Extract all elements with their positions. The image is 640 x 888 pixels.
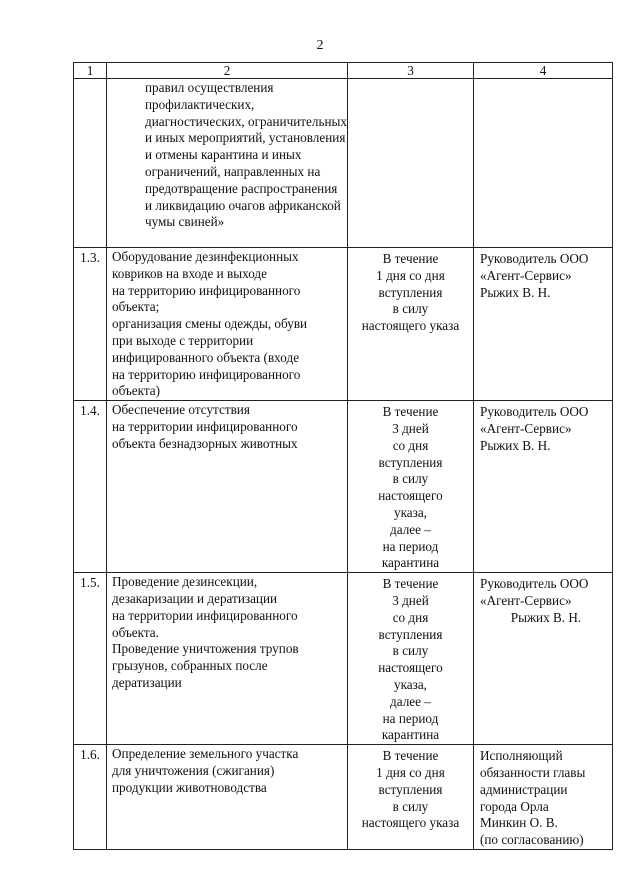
term-line: вступления	[378, 454, 443, 470]
term-line: В течение	[382, 748, 439, 764]
measure-responsible	[473, 401, 612, 573]
responsible-line: Минкин О. В.	[479, 815, 558, 831]
term-line: в силу	[392, 471, 429, 487]
description-line: объекта безнадзорных животных	[112, 435, 298, 451]
description-line: объекта;	[112, 299, 160, 315]
description-line: Проведение дезинсекции,	[112, 574, 258, 590]
description-line: и ликвидацию очагов африканской	[145, 197, 341, 213]
description-line: на территории инфицированного	[112, 607, 298, 623]
responsible-line: «Агент-Сервис»	[479, 592, 572, 608]
description-line: Обеспечение отсутствия	[112, 402, 250, 418]
measure-term	[347, 248, 473, 401]
term-line: далее –	[390, 693, 431, 709]
term-line: в силу	[392, 643, 429, 659]
responsible-line: Рыжих В. Н.	[479, 437, 551, 453]
row-number	[74, 79, 107, 248]
description-line: грызунов, собранных после	[112, 658, 268, 674]
description-line: дезакаризации и дератизации	[112, 590, 278, 606]
description-line: при выходе с территории	[112, 332, 254, 348]
term-line: карантина	[381, 555, 440, 571]
description-line: Проведение уничтожения трупов	[112, 641, 299, 657]
description-line: на территорию инфицированного	[112, 366, 301, 382]
column-header-4: 4	[473, 63, 612, 79]
description-line: правил осуществления	[145, 80, 274, 95]
table-row	[74, 401, 613, 573]
description-line: на территории инфицированного	[112, 418, 298, 434]
term-line: 1 дня со дня	[376, 267, 445, 283]
responsible-line: города Орла	[479, 798, 549, 814]
responsible-line: (по согласованию)	[479, 832, 584, 848]
responsible-line: Руководитель ООО	[479, 576, 589, 592]
term-line: В течение	[382, 404, 439, 420]
description-line: ковриков на входе и выходе	[112, 265, 267, 281]
table-row	[74, 745, 613, 850]
measure-description	[107, 248, 348, 401]
term-line: настоящего указа	[361, 318, 460, 334]
description-line: Оборудование дезинфекционных	[112, 249, 299, 264]
description-line: Определение земельного участка	[112, 746, 299, 762]
term-line: В течение	[382, 251, 439, 266]
description-line: объекта.	[112, 624, 159, 640]
column-header-3: 3	[347, 63, 473, 79]
measure-description	[107, 401, 348, 573]
term-line: на период	[382, 710, 439, 726]
term-line: 3 дней	[392, 592, 429, 608]
term-line: со дня	[392, 437, 429, 453]
description-line: и отмены карантина и иных	[145, 147, 302, 163]
term-line: настоящего	[378, 660, 443, 676]
responsible-line: администрации	[479, 781, 568, 797]
table-row	[74, 248, 613, 401]
measures-table	[73, 62, 613, 850]
measure-term	[347, 573, 473, 745]
measure-responsible	[473, 79, 612, 248]
description-line: продукции животноводства	[112, 779, 267, 795]
description-line: диагностических, ограничительных	[145, 113, 347, 129]
description-line: и иных мероприятий, установления	[145, 130, 346, 146]
term-line: в силу	[392, 798, 429, 814]
row-number: 1.5.	[74, 573, 107, 745]
responsible-line: «Агент-Сервис»	[479, 267, 572, 283]
term-line: карантина	[381, 727, 440, 743]
term-line: настоящего	[378, 488, 443, 504]
term-line: вступления	[378, 781, 443, 797]
description-line: ограничений, направленных на	[145, 163, 321, 179]
table-row	[74, 79, 613, 248]
description-line: предотвращение распространения	[145, 180, 338, 196]
description-line: чумы свиней»	[145, 214, 225, 230]
term-line: 1 дня со дня	[376, 764, 445, 780]
measure-term	[347, 745, 473, 850]
measure-responsible	[473, 745, 612, 850]
description-line: профилактических,	[145, 96, 255, 112]
term-line: указа,	[393, 676, 427, 692]
term-line: настоящего указа	[361, 815, 460, 831]
responsible-line: Рыжих В. Н.	[510, 609, 582, 625]
responsible-line: Рыжих В. Н.	[479, 284, 551, 300]
responsible-line: обязанности главы	[479, 764, 586, 780]
description-line: для уничтожения (сжигания)	[112, 762, 275, 778]
term-line: указа,	[393, 504, 427, 520]
description-line: организация смены одежды, обуви	[112, 316, 308, 332]
column-header-1: 1	[74, 63, 107, 79]
measure-description	[107, 79, 348, 248]
column-header-2: 2	[107, 63, 348, 79]
row-number: 1.4.	[74, 401, 107, 573]
term-line: со дня	[392, 609, 429, 625]
term-line: вступления	[378, 626, 443, 642]
term-line: вступления	[378, 284, 443, 300]
term-line: на период	[382, 538, 439, 554]
table-header-row	[74, 63, 613, 79]
term-line: 3 дней	[392, 420, 429, 436]
term-line: в силу	[392, 301, 429, 317]
measure-responsible	[473, 573, 612, 745]
measure-term	[347, 401, 473, 573]
measure-term	[347, 79, 473, 248]
responsible-line: «Агент-Сервис»	[479, 420, 572, 436]
page-number: 2	[316, 38, 324, 53]
row-number: 1.3.	[74, 248, 107, 401]
measure-description	[107, 573, 348, 745]
responsible-line: Руководитель ООО	[479, 404, 589, 420]
measure-responsible	[473, 248, 612, 401]
description-line: инфицированного объекта (входе	[112, 349, 300, 365]
row-number: 1.6.	[74, 745, 107, 850]
description-line: на территорию инфицированного	[112, 282, 301, 298]
measure-description	[107, 745, 348, 850]
responsible-line: Руководитель ООО	[479, 251, 589, 266]
description-line: дератизации	[112, 674, 182, 690]
table-row	[74, 573, 613, 745]
responsible-line: Исполняющий	[479, 748, 563, 764]
term-line: В течение	[382, 576, 439, 592]
description-line: объекта)	[112, 383, 161, 399]
term-line: далее –	[390, 521, 431, 537]
